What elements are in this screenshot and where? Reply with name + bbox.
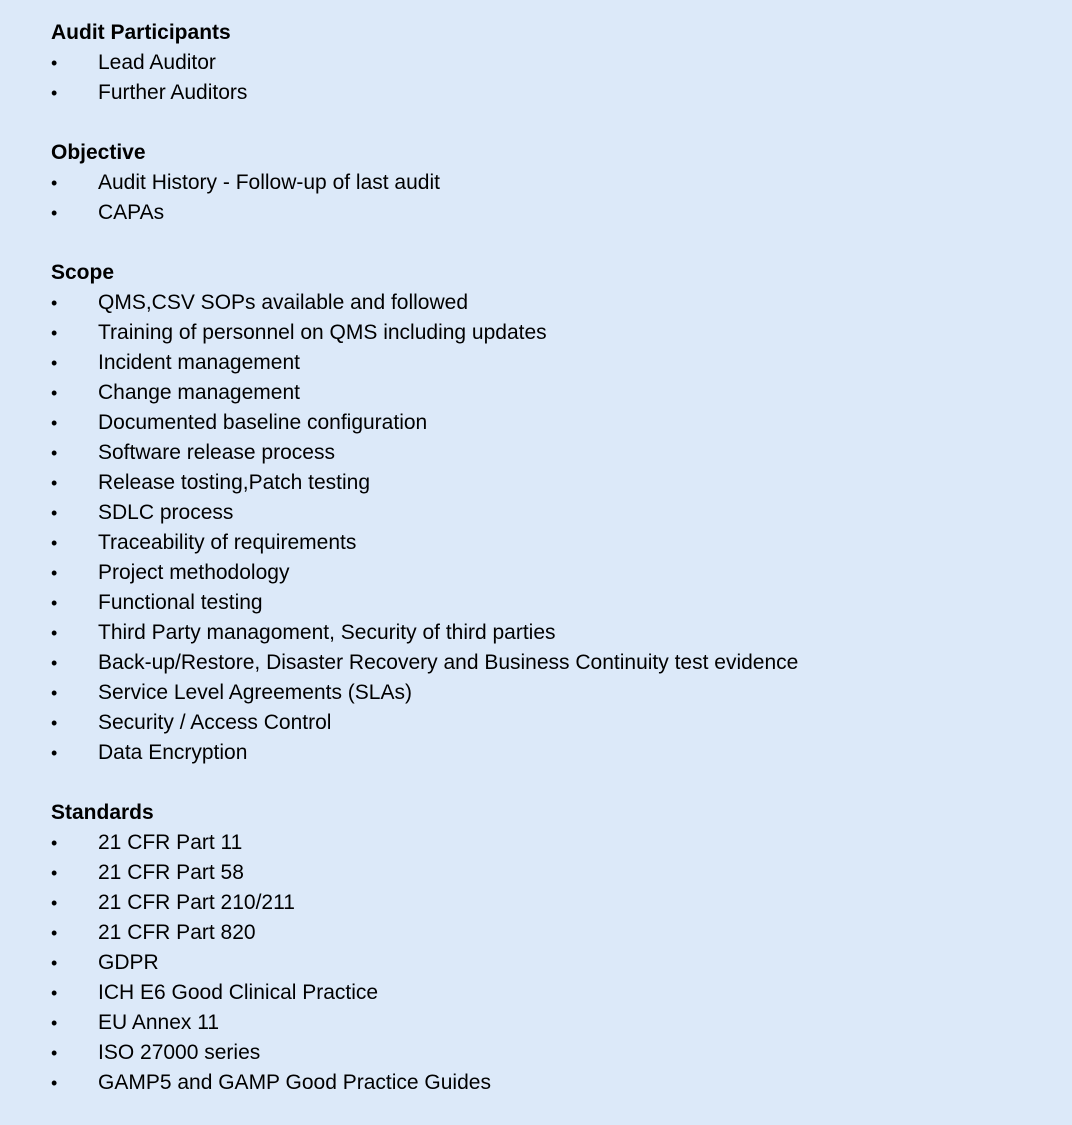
- list-item: [0, 288, 1072, 318]
- bullet-icon: •: [51, 893, 58, 913]
- list-item: [0, 78, 1072, 108]
- bullet-list: [0, 828, 1072, 1098]
- bullet-icon: •: [51, 83, 58, 103]
- list-item-text: Project methodology: [98, 561, 290, 584]
- section-objective: [0, 138, 1072, 228]
- list-item-text: 21 CFR Part 58: [98, 861, 244, 884]
- list-item-text: EU Annex 11: [98, 1011, 220, 1034]
- list-item: [0, 438, 1072, 468]
- bullet-icon: •: [51, 683, 58, 703]
- list-item-text: Functional testing: [98, 591, 263, 614]
- list-item-text: GAMP5 and GAMP Good Practice Guides: [98, 1071, 491, 1094]
- list-item: [0, 378, 1072, 408]
- list-item: [0, 618, 1072, 648]
- list-item: [0, 738, 1072, 768]
- section-heading: Objective: [51, 141, 146, 164]
- bullet-list: [0, 288, 1072, 768]
- section-heading: Standards: [51, 801, 154, 824]
- list-item-text: Change management: [98, 381, 300, 404]
- list-item-text: Security / Access Control: [98, 711, 332, 734]
- list-item-text: 21 CFR Part 11: [98, 831, 243, 854]
- list-item-text: Documented baseline configuration: [98, 411, 428, 434]
- list-item: [0, 198, 1072, 228]
- bullet-icon: •: [51, 833, 58, 853]
- list-item-text: Training of personnel on QMS including updates: [98, 321, 547, 344]
- bullet-icon: •: [51, 1013, 58, 1033]
- list-item: [0, 468, 1072, 498]
- list-item: [0, 408, 1072, 438]
- bullet-icon: •: [51, 533, 58, 553]
- list-item: [0, 348, 1072, 378]
- bullet-icon: •: [51, 383, 58, 403]
- list-item-text: Further Auditors: [98, 81, 248, 104]
- bullet-icon: •: [51, 653, 58, 673]
- bullet-icon: •: [51, 983, 58, 1003]
- section-heading: Audit Participants: [51, 21, 231, 44]
- bullet-icon: •: [51, 443, 58, 463]
- section-heading: Scope: [51, 261, 115, 284]
- section-audit-participants: [0, 18, 1072, 108]
- list-item: [0, 858, 1072, 888]
- list-item-text: Release tosting,Patch testing: [98, 471, 370, 494]
- bullet-icon: •: [51, 413, 58, 433]
- bullet-icon: •: [51, 713, 58, 733]
- bullet-icon: •: [51, 473, 58, 493]
- list-item-text: 21 CFR Part 820: [98, 921, 256, 944]
- bullet-icon: •: [51, 353, 58, 373]
- list-item: [0, 918, 1072, 948]
- list-item: [0, 978, 1072, 1008]
- section-standards: [0, 798, 1072, 1098]
- bullet-icon: •: [51, 293, 58, 313]
- bullet-icon: •: [51, 323, 58, 343]
- bullet-icon: •: [51, 953, 58, 973]
- list-item-text: Traceability of requirements: [98, 531, 357, 554]
- bullet-icon: •: [51, 1043, 58, 1063]
- list-item-text: SDLC process: [98, 501, 234, 524]
- list-item: [0, 1038, 1072, 1068]
- list-item-text: ISO 27000 series: [98, 1041, 261, 1064]
- bullet-icon: •: [51, 563, 58, 583]
- bullet-icon: •: [51, 203, 58, 223]
- list-item-text: Back-up/Restore, Disaster Recovery and Business Continuity test evidence: [98, 651, 799, 674]
- list-item-text: Software release process: [98, 441, 335, 464]
- list-item-text: Lead Auditor: [98, 51, 216, 74]
- list-item: [0, 498, 1072, 528]
- list-item-text: 21 CFR Part 210/211: [98, 891, 295, 914]
- bullet-icon: •: [51, 623, 58, 643]
- list-item-text: Data Encryption: [98, 741, 248, 764]
- list-item-text: QMS,CSV SOPs available and followed: [98, 291, 469, 314]
- list-item: [0, 1008, 1072, 1038]
- list-item: [0, 1068, 1072, 1098]
- list-item: [0, 828, 1072, 858]
- list-item-text: ICH E6 Good Clinical Practice: [98, 981, 379, 1004]
- bullet-icon: •: [51, 743, 58, 763]
- list-item: [0, 168, 1072, 198]
- list-item: [0, 318, 1072, 348]
- list-item-text: Service Level Agreements (SLAs): [98, 681, 412, 704]
- bullet-icon: •: [51, 1073, 58, 1093]
- bullet-icon: •: [51, 923, 58, 943]
- list-item-text: CAPAs: [98, 201, 165, 224]
- section-scope: [0, 258, 1072, 768]
- list-item: [0, 678, 1072, 708]
- bullet-icon: •: [51, 173, 58, 193]
- list-item: [0, 558, 1072, 588]
- bullet-list: [0, 48, 1072, 108]
- bullet-icon: •: [51, 503, 58, 523]
- list-item: [0, 648, 1072, 678]
- bullet-icon: •: [51, 863, 58, 883]
- list-item: [0, 48, 1072, 78]
- bullet-icon: •: [51, 593, 58, 613]
- list-item: [0, 708, 1072, 738]
- list-item-text: Third Party managoment, Security of third parties: [98, 621, 556, 644]
- bullet-list: [0, 168, 1072, 228]
- list-item: [0, 588, 1072, 618]
- list-item: [0, 948, 1072, 978]
- list-item: [0, 888, 1072, 918]
- list-item-text: Incident management: [98, 351, 300, 374]
- list-item-text: Audit History - Follow-up of last audit: [98, 171, 440, 194]
- list-item-text: GDPR: [98, 951, 159, 974]
- list-item: [0, 528, 1072, 558]
- bullet-icon: •: [51, 53, 58, 73]
